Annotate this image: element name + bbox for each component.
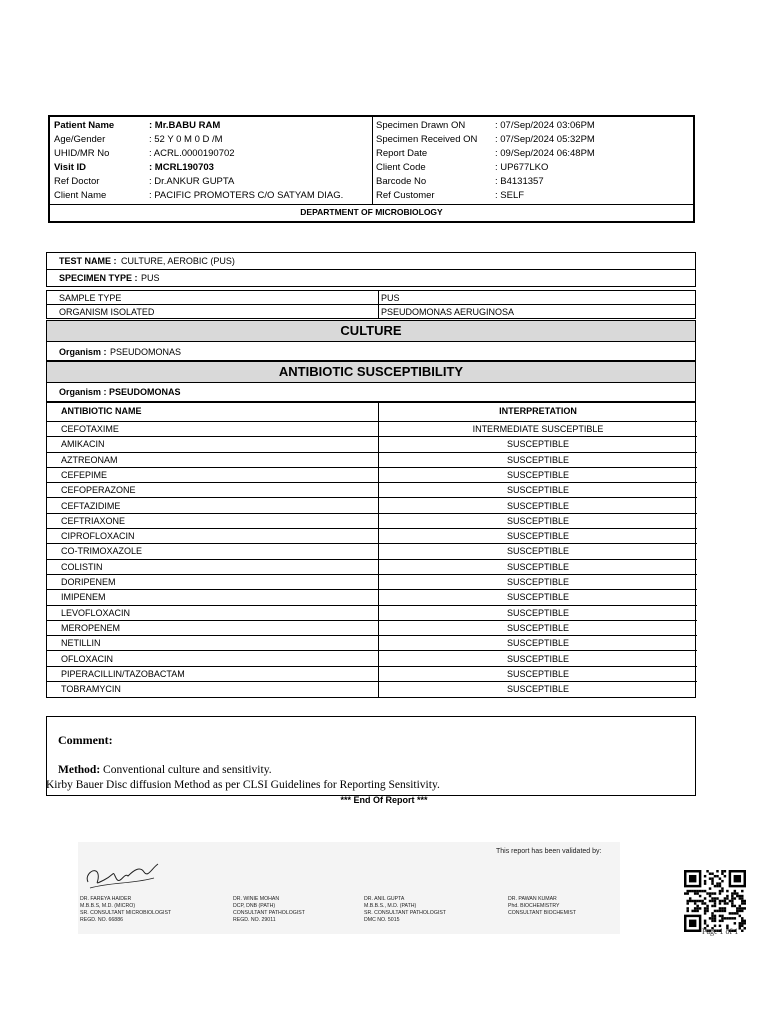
patient-info-box bbox=[48, 115, 695, 223]
organism-row-2 bbox=[46, 382, 696, 402]
organism-isolated-value: PSEUDOMONAS AERUGINOSA bbox=[381, 307, 515, 317]
info-value: : 07/Sep/2024 05:32PM bbox=[495, 134, 595, 145]
info-value: : UP677LKO bbox=[495, 162, 549, 173]
interpretation: SUSCEPTIBLE bbox=[506, 485, 570, 496]
info-value: : MCRL190703 bbox=[149, 162, 214, 173]
culture-banner: CULTURE bbox=[46, 320, 696, 342]
organism-value: PSEUDOMONAS bbox=[110, 347, 182, 357]
signatory-line: DR. WINIE MOHAN bbox=[233, 896, 280, 902]
antibiotic-name-header: ANTIBIOTIC NAME bbox=[61, 406, 142, 416]
cell-divider bbox=[378, 305, 379, 318]
info-row bbox=[376, 161, 549, 175]
interpretation: SUSCEPTIBLE bbox=[506, 592, 570, 603]
interpretation: INTERMEDIATE SUSCEPTIBLE bbox=[472, 424, 604, 434]
antibiotic-row bbox=[47, 621, 697, 636]
info-value: : 07/Sep/2024 03:06PM bbox=[495, 120, 595, 131]
antibiotic-name: CIPROFLOXACIN bbox=[61, 531, 135, 542]
signatory-line: DR. PAWAN KUMAR bbox=[508, 896, 557, 902]
signatory bbox=[508, 896, 576, 917]
signatory-line: CONSULTANT BIOCHEMIST bbox=[508, 910, 577, 916]
info-row bbox=[376, 175, 544, 189]
antibiotic-name: PIPERACILLIN/TAZOBACTAM bbox=[61, 668, 185, 679]
test-name-value: CULTURE, AEROBIC (PUS) bbox=[121, 256, 235, 266]
info-value: : PACIFIC PROMOTERS C/O SATYAM DIAG. bbox=[149, 190, 344, 201]
signatory-line: SR. CONSULTANT PATHOLOGIST bbox=[364, 910, 446, 916]
interpretation: SUSCEPTIBLE bbox=[506, 439, 570, 450]
info-label: Client Code bbox=[376, 162, 426, 173]
info-label: Age/Gender bbox=[54, 134, 106, 145]
cell-divider bbox=[378, 291, 379, 304]
interpretation: SUSCEPTIBLE bbox=[506, 515, 570, 526]
antibiotic-row bbox=[47, 636, 697, 651]
organism-label-2: Organism : PSEUDOMONAS bbox=[59, 387, 181, 397]
info-row bbox=[54, 147, 235, 161]
info-row bbox=[376, 119, 595, 133]
signatory-line: DCP, DNB (PATH) bbox=[233, 903, 276, 909]
signatory-line: M.B.B.S., M.D. (PATH) bbox=[364, 903, 417, 909]
antibiotic-name: CO-TRIMOXAZOLE bbox=[61, 546, 143, 557]
info-row bbox=[376, 147, 595, 161]
table-header-row bbox=[47, 403, 697, 422]
sample-type-value: PUS bbox=[381, 293, 400, 303]
antibiotic-name: TOBRAMYCIN bbox=[61, 684, 121, 695]
antibiotic-name: AMIKACIN bbox=[61, 439, 105, 450]
method-label: Method: bbox=[58, 764, 101, 776]
signatory-line: CONSULTANT PATHOLOGIST bbox=[233, 910, 305, 916]
interpretation: SUSCEPTIBLE bbox=[506, 622, 570, 633]
interpretation: SUSCEPTIBLE bbox=[506, 638, 570, 649]
interpretation: SUSCEPTIBLE bbox=[506, 469, 570, 480]
info-label: Report Date bbox=[376, 148, 428, 159]
antibiotic-susceptibility-banner: ANTIBIOTIC SUSCEPTIBILITY bbox=[46, 361, 696, 383]
signatory-line: DR. FAREYA HAIDER bbox=[80, 896, 132, 902]
info-row bbox=[376, 189, 525, 203]
info-label: Barcode No bbox=[376, 176, 427, 187]
info-label: Visit ID bbox=[54, 162, 87, 173]
method-line bbox=[58, 764, 272, 776]
interpretation-header: INTERPRETATION bbox=[499, 406, 577, 416]
interpretation: SUSCEPTIBLE bbox=[506, 531, 570, 542]
antibiotic-row bbox=[47, 529, 697, 544]
sample-type-row bbox=[46, 290, 696, 305]
department-title: DEPARTMENT OF MICROBIOLOGY bbox=[300, 207, 443, 217]
signatory-line: SR. CONSULTANT MICROBIOLOGIST bbox=[80, 910, 172, 916]
info-label: Ref Customer bbox=[376, 190, 435, 201]
signatory-line: REGD. NO. 66886 bbox=[80, 917, 123, 923]
info-label: Ref Doctor bbox=[54, 176, 100, 187]
signature-strip bbox=[78, 842, 620, 934]
antibiotic-row bbox=[47, 468, 697, 483]
info-value: : ACRL.0000190702 bbox=[149, 148, 235, 159]
interpretation: SUSCEPTIBLE bbox=[506, 561, 570, 572]
antibiotic-name: CEFOPERAZONE bbox=[61, 485, 136, 496]
antibiotic-row bbox=[47, 453, 697, 468]
antibiotic-name: MEROPENEM bbox=[61, 622, 121, 633]
antibiotic-row bbox=[47, 422, 697, 437]
antibiotic-row bbox=[47, 667, 697, 682]
info-row bbox=[54, 133, 223, 147]
page-number: Page 1 of 1 bbox=[702, 927, 739, 936]
info-value: : 09/Sep/2024 06:48PM bbox=[495, 148, 595, 159]
antibiotic-name: LEVOFLOXACIN bbox=[61, 607, 131, 618]
antibiotic-name: IMIPENEM bbox=[61, 592, 106, 603]
info-row bbox=[376, 133, 595, 147]
signatory bbox=[80, 896, 171, 924]
info-label: Specimen Received ON bbox=[376, 134, 478, 145]
antibiotic-row bbox=[47, 483, 697, 498]
interpretation: SUSCEPTIBLE bbox=[506, 577, 570, 587]
antibiotic-name: CEFOTAXIME bbox=[61, 424, 119, 434]
signatory-line: REGD. NO. 29011 bbox=[233, 917, 276, 923]
antibiotic-name: CEFTAZIDIME bbox=[61, 500, 121, 511]
signatory-line: M.B.B.S, M.D. (MICRO) bbox=[80, 903, 136, 909]
antibiotic-name: CEFEPIME bbox=[61, 469, 108, 480]
method-text: Conventional culture and sensitivity. bbox=[103, 764, 272, 776]
signatory bbox=[233, 896, 305, 924]
end-of-report: *** End Of Report *** bbox=[340, 795, 428, 805]
info-label: Patient Name bbox=[54, 120, 115, 131]
antibiotic-table bbox=[46, 402, 696, 698]
antibiotic-row bbox=[47, 590, 697, 605]
antibiotic-name: CEFTRIAXONE bbox=[61, 515, 126, 526]
info-row bbox=[54, 119, 221, 133]
info-row bbox=[54, 189, 344, 203]
antibiotic-name: NETILLIN bbox=[61, 638, 101, 649]
antibiotic-row bbox=[47, 499, 697, 514]
signatory-line: Phd. BIOCHEMISTRY bbox=[508, 903, 560, 909]
antibiotic-name: COLISTIN bbox=[61, 561, 103, 572]
signatory-line: DMC NO. 5015 bbox=[364, 917, 400, 923]
qr-code bbox=[684, 870, 746, 932]
antibiotic-row bbox=[47, 514, 697, 529]
signatory bbox=[364, 896, 446, 924]
comment-label: Comment: bbox=[58, 733, 113, 747]
info-value: : Dr.ANKUR GUPTA bbox=[149, 176, 235, 187]
antibiotic-name: OFLOXACIN bbox=[61, 653, 114, 664]
specimen-type-value: PUS bbox=[141, 273, 160, 283]
info-label: Specimen Drawn ON bbox=[376, 120, 466, 131]
info-label: UHID/MR No bbox=[54, 148, 110, 159]
validated-note: This report has been validated by: bbox=[496, 848, 602, 855]
antibiotic-row bbox=[47, 575, 697, 590]
antibiotic-row bbox=[47, 606, 697, 621]
organism-isolated-row bbox=[46, 304, 696, 319]
interpretation: SUSCEPTIBLE bbox=[506, 454, 570, 465]
comment-box bbox=[46, 716, 696, 796]
antibiotic-name: AZTREONAM bbox=[61, 454, 118, 465]
kirby-bauer-text: Kirby Bauer Disc diffusion Method as per CLSI Guidelines for Reporting Sensitivity. bbox=[46, 779, 440, 791]
info-value: : SELF bbox=[495, 190, 525, 201]
organism-row bbox=[46, 341, 696, 361]
interpretation: SUSCEPTIBLE bbox=[506, 500, 570, 511]
info-row bbox=[54, 175, 235, 189]
test-name-row bbox=[46, 252, 696, 270]
info-value: : 52 Y 0 M 0 D /M bbox=[149, 134, 223, 145]
antibiotic-row bbox=[47, 652, 697, 667]
info-value: : Mr.BABU RAM bbox=[149, 120, 221, 131]
antibiotic-row bbox=[47, 682, 697, 697]
info-value: : B4131357 bbox=[495, 176, 544, 187]
organism-label: Organism : bbox=[59, 347, 107, 357]
test-name-label: TEST NAME : bbox=[59, 256, 117, 266]
signatory-line: DR. ANIL GUPTA bbox=[364, 896, 405, 902]
antibiotic-row bbox=[47, 437, 697, 452]
handwritten-signature bbox=[82, 852, 162, 892]
antibiotic-row bbox=[47, 544, 697, 559]
antibiotic-row bbox=[47, 560, 697, 575]
column-divider bbox=[372, 117, 373, 204]
specimen-type-row bbox=[46, 269, 696, 287]
info-label: Client Name bbox=[54, 190, 107, 201]
antibiotic-name: DORIPENEM bbox=[61, 577, 116, 587]
row-divider bbox=[50, 204, 693, 205]
interpretation: SUSCEPTIBLE bbox=[506, 684, 570, 695]
specimen-type-label: SPECIMEN TYPE : bbox=[59, 273, 138, 283]
interpretation: SUSCEPTIBLE bbox=[506, 546, 570, 557]
organism-isolated-label: ORGANISM ISOLATED bbox=[59, 307, 155, 317]
sample-type-label: SAMPLE TYPE bbox=[59, 293, 122, 303]
interpretation: SUSCEPTIBLE bbox=[506, 668, 570, 679]
info-row bbox=[54, 161, 214, 175]
interpretation: SUSCEPTIBLE bbox=[506, 653, 570, 664]
interpretation: SUSCEPTIBLE bbox=[506, 607, 570, 618]
